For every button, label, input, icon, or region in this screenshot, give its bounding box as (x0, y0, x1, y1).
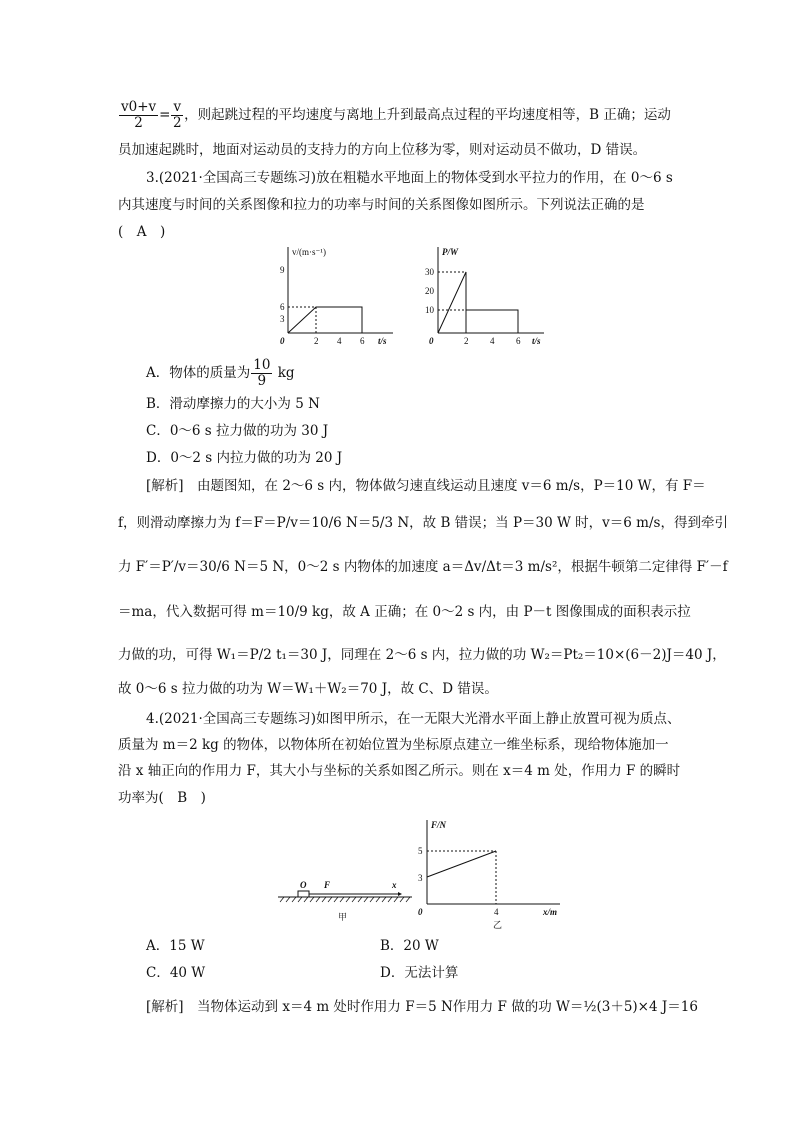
q4-line-2: 质量为 m＝2 kg 的物体，以物体所在初始位置为坐标原点建立一维坐标系，现给物体施加一 (118, 737, 669, 753)
q3-analysis-3: 力 F′＝P′/v＝30/6 N＝5 N，0～2 s 内物体的加速度 a＝Δv/Δt＝3 m/s²，根据牛顿第二定律得 F′－f (118, 559, 728, 575)
y-tick: 30 (425, 267, 434, 277)
caption: 乙 (493, 920, 503, 930)
q3-analysis-1: [解析] 由题图知，在 2～6 s 内，物体做匀速直线运动且速度 v＝6 m/s，P＝10 W，有 F＝ (146, 478, 706, 494)
origin-label: O (300, 880, 307, 890)
arrow-head (398, 892, 402, 896)
q4-analysis: [解析] 当物体运动到 x＝4 m 处时作用力 F＝5 N作用力 F 做的功 W＝½(3＋5)×4 J＝16 (146, 999, 698, 1015)
y-tick: 5 (418, 846, 423, 856)
x-tick: 4 (494, 907, 499, 917)
y-tick: 20 (425, 286, 434, 296)
x-tick: 4 (337, 336, 342, 345)
series-line (288, 307, 362, 333)
numerator: 10 (253, 357, 271, 373)
q3-line-2: 内其速度与时间的关系图像和拉力的功率与时间的关系图像如图所示。下列说法正确的是 (118, 197, 645, 213)
series-line (427, 851, 496, 877)
x-tick: 6 (516, 336, 521, 345)
denominator: 2 (172, 115, 182, 131)
x-tick: 4 (490, 336, 495, 345)
q3-analysis-4: ＝ma，代入数据可得 m＝10/9 kg，故 A 正确；在 0～2 s 内，由 P－t 图像围成的面积表示拉 (118, 604, 691, 620)
equals: = (159, 107, 171, 123)
ground-hatch (280, 897, 410, 902)
y-label: P/W (442, 247, 459, 257)
x-tick: 0 (429, 336, 434, 345)
x-tick: 6 (360, 336, 365, 345)
numerator: v0+v (121, 99, 157, 115)
denominator: 2 (134, 115, 143, 131)
q3-answer: ( A ) (118, 224, 166, 240)
q3-option-c: C．0～6 s 拉力做的功为 30 J (146, 423, 329, 439)
vt-chart (278, 245, 398, 345)
q3-line-1: 3.(2021·全国高三专题练习)放在粗糙水平地面上的物体受到水平拉力的作用，在 0～6 s (146, 170, 673, 186)
fx-chart (415, 818, 565, 930)
y-tick: 3 (280, 314, 285, 324)
x-label: t/s (378, 336, 387, 345)
q4-line-3: 沿 x 轴正向的作用力 F，其大小与坐标的关系如图乙所示。则在 x＝4 m 处，作用力 F 的瞬时 (118, 763, 681, 779)
numerator: v (173, 99, 182, 115)
text: kg (273, 365, 295, 381)
y-tick: 10 (425, 305, 434, 315)
q3-analysis-6: 故 0～6 s 拉力做的功为 W＝W₁＋W₂＝70 J，故 C、D 错误。 (118, 681, 498, 697)
q3-analysis-2: f，则滑动摩擦力为 f＝F＝P/v＝10/6 N＝5/3 N，故 B 错误；当 P＝30 W 时，v＝6 m/s，得到牵引 (118, 515, 728, 531)
q4-option-a: A．15 W (146, 938, 205, 954)
q4-option-b: B．20 W (380, 938, 439, 954)
caption: 甲 (338, 912, 348, 922)
block (298, 891, 309, 897)
q4-line-4: 功率为( B ) (118, 790, 206, 806)
y-label: v/(m·s⁻¹) (292, 247, 326, 257)
x-tick: 0 (280, 336, 285, 345)
x-tick: 0 (418, 907, 423, 917)
x-label: x/m (543, 907, 558, 917)
y-tick: 9 (280, 265, 285, 275)
text: ，则起跳过程的平均速度与离地上升到最高点过程的平均速度相等，B 正确；运动 (184, 107, 671, 123)
force-label: F (324, 880, 331, 890)
fraction (119, 100, 158, 131)
text: A．物体的质量为 (146, 365, 251, 381)
fraction (171, 100, 183, 131)
q3-option-d: D．0～2 s 内拉力做的功为 20 J (146, 450, 343, 466)
q4-line-1: 4.(2021·全国高三专题练习)如图甲所示，在一无限大光滑水平面上静止放置可视为质点、 (146, 711, 681, 727)
denominator: 9 (257, 373, 267, 389)
q4-option-d: D．无法计算 (380, 965, 459, 981)
x-tick: 2 (464, 336, 469, 345)
axis-label: x (392, 880, 397, 890)
series-line (466, 310, 518, 333)
q3-analysis-5: 力做的功，可得 W₁＝P/2 t₁＝30 J，同理在 2～6 s 内，拉力做的功 W₂＝Pt₂＝10×(6－2)J＝40 J， (118, 647, 726, 663)
y-tick: 6 (280, 302, 285, 312)
figure-jia (278, 875, 418, 925)
prev-line-2: 员加速起跳时，地面对运动员的支持力的方向上位移为零，则对运动员不做功，D 错误。 (118, 142, 647, 158)
y-tick: 3 (418, 873, 423, 883)
series-line (438, 272, 466, 333)
prev-line-1 (118, 100, 671, 131)
y-label: F/N (431, 820, 447, 830)
q3-option-b: B．滑动摩擦力的大小为 5 N (146, 396, 320, 412)
q3-option-a (146, 358, 295, 389)
q4-option-c: C．40 W (146, 965, 206, 981)
x-tick: 2 (314, 336, 319, 345)
fraction (251, 358, 272, 389)
x-label: t/s (532, 336, 541, 345)
pt-chart (424, 245, 549, 345)
